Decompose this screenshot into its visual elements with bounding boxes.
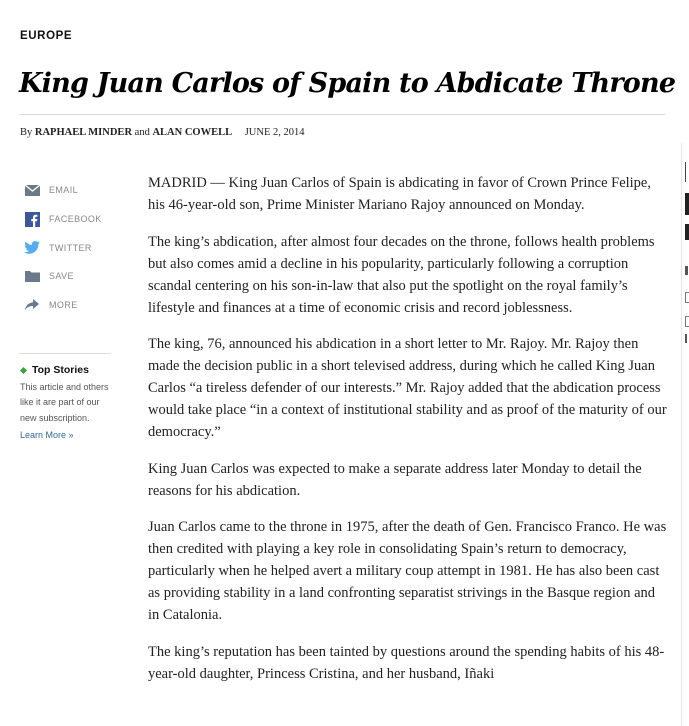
learn-more-link[interactable]: Learn More » <box>20 429 74 440</box>
save-label: SAVE <box>49 271 74 282</box>
twitter-bird-icon <box>24 240 40 256</box>
byline-conjunction: and <box>134 127 150 138</box>
share-more-button[interactable] <box>24 291 114 320</box>
headline-divider <box>19 114 665 115</box>
article-paragraph: King Juan Carlos was expected to make a separate address later Monday to detail the reasons for his abdication. <box>148 460 642 499</box>
top-stories-promo <box>20 364 115 440</box>
promo-title-row <box>20 364 115 376</box>
cropped-fragment <box>685 334 689 343</box>
right-column-divider <box>681 143 682 726</box>
share-arrow-icon <box>24 297 40 313</box>
cropped-fragment <box>685 162 689 182</box>
share-twitter-button[interactable] <box>24 233 114 262</box>
publish-date: JUNE 2, 2014 <box>244 127 305 138</box>
cropped-fragment <box>685 316 689 327</box>
promo-title: Top Stories <box>32 364 89 376</box>
save-button[interactable] <box>24 262 114 291</box>
envelope-icon <box>24 182 40 198</box>
author-link-1[interactable]: RAPHAEL MINDER <box>34 127 133 138</box>
share-email-button[interactable] <box>24 176 114 205</box>
author-link-2[interactable]: ALAN COWELL <box>152 127 233 138</box>
section-label[interactable]: EUROPE <box>20 30 73 42</box>
share-tools <box>24 176 114 319</box>
green-diamond-icon <box>20 366 27 373</box>
share-divider <box>19 353 111 354</box>
cropped-fragment <box>685 224 689 240</box>
share-twitter-label: TWITTER <box>49 242 92 253</box>
article-body <box>148 172 668 699</box>
share-email-label: EMAIL <box>49 185 79 196</box>
cropped-fragment <box>685 266 688 275</box>
article-paragraph: MADRID — King Juan Carlos of Spain is abdicating in favor of Crown Prince Felipe, his 46-year-old son, Prime Minister Mariano Rajoy announced on Monday. <box>148 175 651 213</box>
article-paragraph: The king’s abdication, after almost four decades on the throne, follows health problems but also comes amid a decline in his popularity, particularly following a corruption scandal centering on his son-in-law that also put the spotlight on the royal family’s lifestyle and finances at a time of economic crisis and record joblessness. <box>148 233 655 316</box>
promo-text: This article and others like it are part of our new subscription. <box>20 382 109 423</box>
article-paragraph: Juan Carlos came to the throne in 1975, after the death of Gen. Francisco Franco. He was then credited with playing a key role in consolidating Spain’s return to democracy, particularly when he helped avert a military coup attempt in 1981. He has also been cast as providing stability in a land confronting separatist strivings in the Basque region and in Catalonia. <box>148 519 667 623</box>
cropped-fragment <box>685 292 689 303</box>
article-headline: King Juan Carlos of Spain to Abdicate Throne <box>19 68 676 99</box>
folder-icon <box>24 268 40 284</box>
article-paragraph: The king’s reputation has been tainted by questions around the spending habits of his 48-year-old daughter, Princess Cristina, and her husband, Iñaki <box>148 643 665 682</box>
facebook-icon <box>24 211 40 227</box>
share-facebook-button[interactable] <box>24 205 114 234</box>
share-more-label: MORE <box>49 300 78 311</box>
share-facebook-label: FACEBOOK <box>49 214 102 225</box>
cropped-fragment <box>685 193 689 215</box>
article-paragraph: The king, 76, announced his abdication in a short letter to Mr. Rajoy. Mr. Rajoy then made the decision public in a short televised address, during which he called King Juan Carlos “a tireless defender of our interests.” Mr. Rajoy added that the abdication process would take place “in a context of institutional stability and as proof of the maturity of our democracy.” <box>148 336 667 440</box>
byline-prefix: By <box>20 127 33 138</box>
byline <box>20 127 305 138</box>
